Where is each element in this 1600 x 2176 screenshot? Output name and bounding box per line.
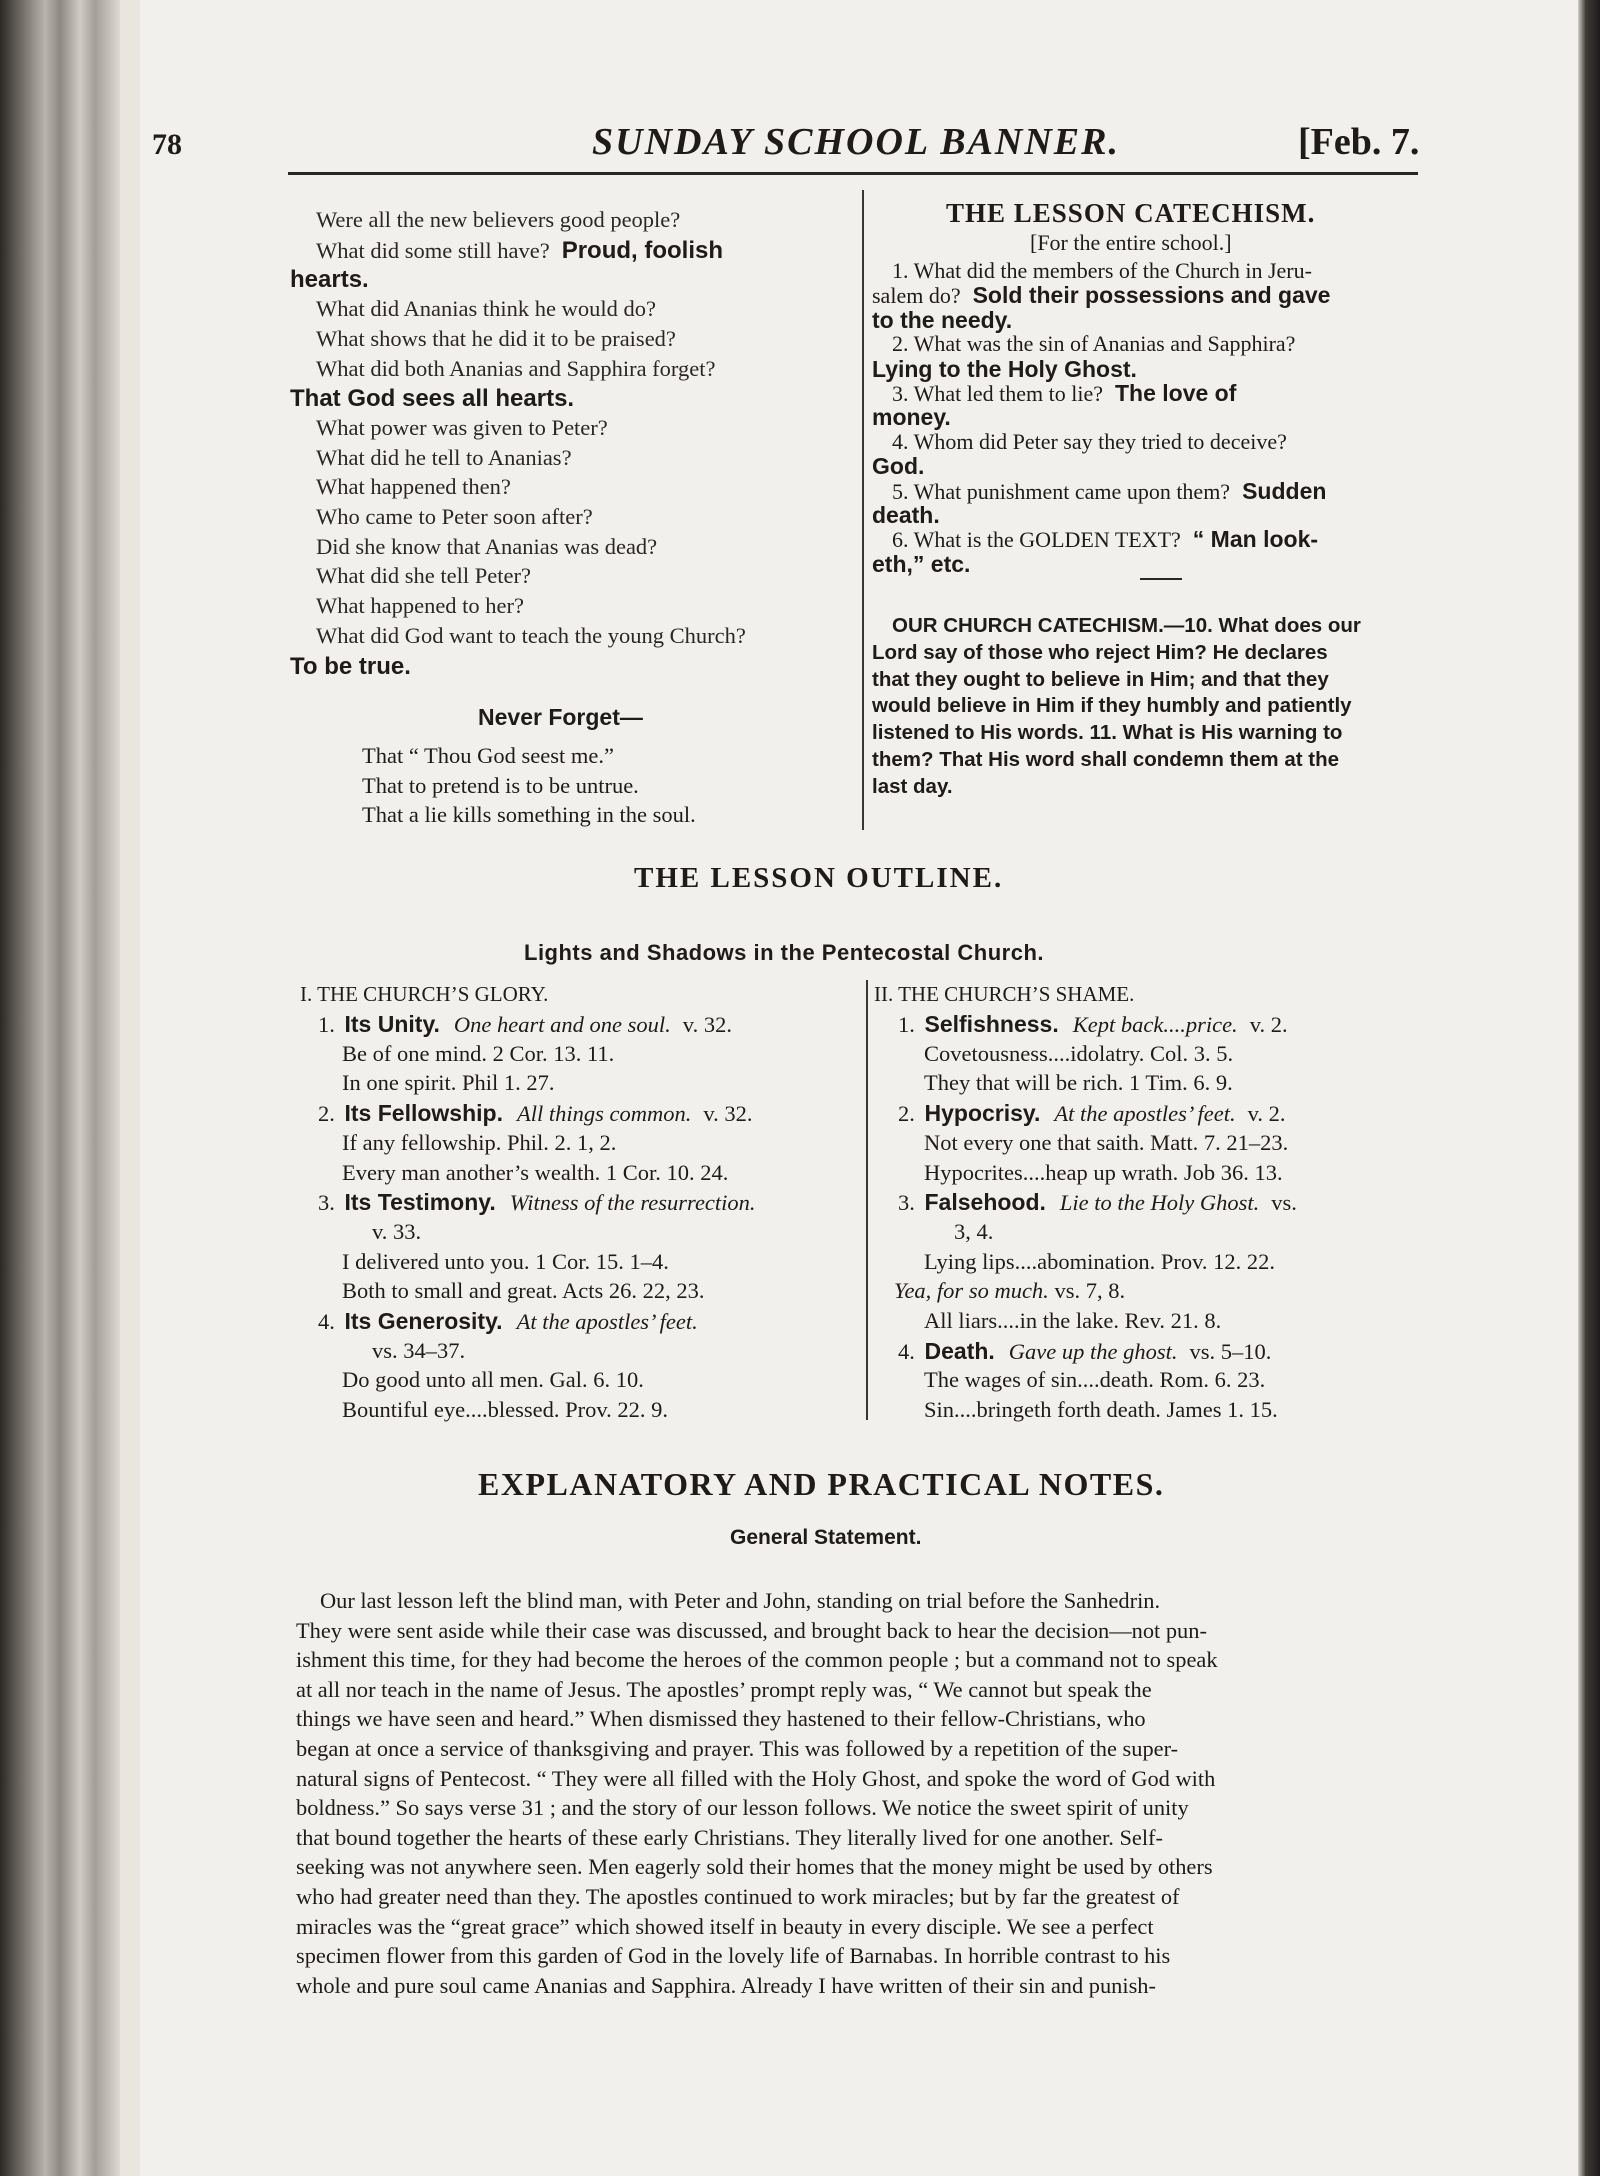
question-text: What happened then? bbox=[316, 474, 511, 500]
outline-reference: If any fellowship. Phil. 2. 1, 2. bbox=[342, 1129, 617, 1155]
outline-reference: Covetousness....idolatry. Col. 3. 5. bbox=[924, 1040, 1234, 1066]
catechism-question: 2. What was the sin of Ananias and Sapphira? bbox=[892, 331, 1296, 357]
never-forget-line: That to pretend is to be untrue. bbox=[362, 772, 639, 798]
outline-line bbox=[924, 1367, 1265, 1393]
question-line bbox=[316, 207, 680, 233]
outline-line bbox=[954, 1219, 993, 1245]
outline-number: 3. bbox=[898, 1190, 921, 1216]
issue-date: [Feb. 7. bbox=[1298, 121, 1420, 163]
outline-number: 3. bbox=[318, 1190, 341, 1216]
outline-line bbox=[924, 1070, 1233, 1096]
outline-quote: Gave up the ghost. bbox=[1008, 1338, 1178, 1364]
notes-line: things we have seen and heard.” When dismissed they hastened to their fellow-Christians, who bbox=[296, 1706, 1146, 1732]
catechism-title: THE LESSON CATECHISM. bbox=[946, 198, 1316, 228]
outline-line bbox=[342, 1070, 555, 1096]
answer-text: That God sees all hearts. bbox=[290, 385, 575, 413]
catechism-question: 6. What is the GOLDEN TEXT? bbox=[892, 527, 1181, 553]
outline-verse: vs. 5–10. bbox=[1189, 1338, 1272, 1364]
outline-line bbox=[342, 1160, 728, 1186]
outline-quote: At the apostles’ feet. bbox=[516, 1309, 698, 1334]
catechism-line bbox=[872, 282, 1330, 309]
church-catechism-line: last day. bbox=[872, 774, 953, 798]
catechism-question: 1. What did the members of the Church in Jeru- bbox=[892, 258, 1312, 283]
outline-quote: One heart and one soul. bbox=[453, 1012, 671, 1037]
outline-line bbox=[372, 1219, 421, 1245]
answer-text: hearts. bbox=[290, 266, 369, 294]
outline-line bbox=[342, 1249, 669, 1275]
catechism-line bbox=[892, 331, 1295, 357]
outline-point: Its Fellowship. bbox=[344, 1100, 503, 1127]
catechism-line bbox=[872, 404, 951, 431]
catechism-subtitle: [For the entire school.] bbox=[1030, 230, 1232, 255]
running-title: SUNDAY SCHOOL BANNER. bbox=[592, 121, 1121, 163]
notes-line: who had greater need than they. The apostles continued to work miracles; but by far the greatest of bbox=[296, 1884, 1180, 1909]
question-line bbox=[290, 266, 369, 294]
never-forget-line: That a lie kills something in the soul. bbox=[362, 802, 696, 827]
question-line bbox=[316, 563, 531, 589]
outline-reference: In one spirit. Phil 1. 27. bbox=[342, 1070, 555, 1096]
outline-reference: I delivered unto you. 1 Cor. 15. 1–4. bbox=[342, 1248, 669, 1274]
page-number: 78 bbox=[152, 128, 182, 161]
question-text: What did Ananias think he would do? bbox=[316, 296, 656, 322]
outline-quote: Witness of the resurrection. bbox=[509, 1190, 756, 1216]
outline-title: THE LESSON OUTLINE. bbox=[634, 862, 1004, 894]
question-text: What did she tell Peter? bbox=[316, 563, 531, 589]
notes-line: whole and pure soul came Ananias and Sapphira. Already I have written of their sin and punish- bbox=[296, 1972, 1156, 1998]
catechism-question: 3. What led them to lie? bbox=[892, 381, 1103, 406]
catechism-answer: Sudden bbox=[1242, 477, 1327, 504]
question-text: What did he tell to Ananias? bbox=[316, 444, 572, 470]
answer-text: Proud, foolish bbox=[561, 236, 724, 264]
catechism-question: salem do? bbox=[872, 283, 961, 309]
outline-line bbox=[898, 1338, 1271, 1365]
outline-number: 4. bbox=[318, 1309, 341, 1334]
outline-subtitle: Lights and Shadows in the Pentecostal Church. bbox=[524, 940, 1045, 965]
question-text: What happened to her? bbox=[316, 593, 525, 619]
notes-line: boldness.” So says verse 31 ; and the story of our lesson follows. We notice the sweet spirit of unity bbox=[296, 1795, 1189, 1821]
notes-line: at all nor teach in the name of Jesus. The apostles’ prompt reply was, “ We cannot but speak the bbox=[296, 1676, 1152, 1702]
outline-line bbox=[342, 1397, 668, 1423]
outline-reference: Bountiful eye....blessed. Prov. 22. 9. bbox=[342, 1397, 669, 1423]
header-rule bbox=[288, 172, 1418, 175]
outline-point: Falsehood. bbox=[924, 1189, 1046, 1216]
outline-line bbox=[318, 1011, 732, 1038]
never-forget-title: Never Forget— bbox=[478, 704, 643, 730]
answer-text: To be true. bbox=[290, 652, 411, 680]
never-forget-line: That “ Thou God seest me.” bbox=[362, 743, 615, 768]
outline-line bbox=[372, 1338, 465, 1364]
outline-reference: Not every one that saith. Matt. 7. 21–23. bbox=[924, 1129, 1289, 1155]
notes-title: EXPLANATORY AND PRACTICAL NOTES. bbox=[478, 1466, 1165, 1502]
question-line bbox=[290, 653, 411, 681]
catechism-answer: money. bbox=[872, 404, 951, 431]
outline-quote: Lie to the Holy Ghost. bbox=[1059, 1190, 1260, 1216]
outline-line bbox=[924, 1160, 1283, 1186]
notes-subtitle: General Statement. bbox=[730, 1526, 922, 1549]
question-text: What power was given to Peter? bbox=[316, 414, 608, 440]
catechism-answer: to the needy. bbox=[872, 306, 1013, 333]
church-catechism-line: that they ought to believe in Him; and that they bbox=[872, 667, 1329, 691]
outline-verse: vs. bbox=[1271, 1190, 1297, 1216]
notes-line: specimen flower from this garden of God in the lovely life of Barnabas. In horrible contrast to his bbox=[296, 1943, 1171, 1969]
outline-verse: v. 32. bbox=[703, 1101, 753, 1127]
question-line bbox=[316, 474, 511, 500]
catechism-question: 4. Whom did Peter say they tried to deceive? bbox=[892, 428, 1287, 454]
outline-quote: Yea, for so much. bbox=[894, 1278, 1049, 1304]
outline-quote: All things common. bbox=[516, 1101, 692, 1127]
outline-reference: Do good unto all men. Gal. 6. 10. bbox=[342, 1367, 644, 1393]
church-catechism-line: OUR CHURCH CATECHISM.—10. What does our bbox=[892, 614, 1361, 637]
notes-line: that bound together the hearts of these early Christians. They literally lived for one another. Self- bbox=[296, 1824, 1163, 1850]
question-text: Who came to Peter soon after? bbox=[316, 504, 593, 529]
catechism-answer: God. bbox=[872, 453, 925, 480]
outline-line bbox=[898, 1189, 1297, 1216]
catechism-line bbox=[872, 453, 924, 480]
outline-line bbox=[924, 1041, 1233, 1067]
catechism-line bbox=[892, 526, 1318, 553]
outline-reference: Hypocrites....heap up wrath. Job 36. 13. bbox=[924, 1159, 1283, 1185]
notes-line: seeking was not anywhere seen. Men eagerly sold their homes that the money might be used by others bbox=[296, 1854, 1213, 1880]
outline-number: 2. bbox=[898, 1101, 921, 1127]
outline-line bbox=[342, 1130, 616, 1156]
outline-number: 1. bbox=[898, 1012, 921, 1037]
outline-line bbox=[924, 1249, 1275, 1275]
church-catechism-line: listened to His words. 11. What is His warning to bbox=[872, 721, 1343, 745]
catechism-line bbox=[872, 356, 1137, 383]
notes-line: Our last lesson left the blind man, with Peter and John, standing on trial before the Sanhedrin. bbox=[320, 1588, 1161, 1613]
outline-point: Its Generosity. bbox=[344, 1308, 503, 1334]
catechism-line bbox=[892, 258, 1312, 284]
outline-line bbox=[894, 1278, 1125, 1304]
outline-line bbox=[924, 1308, 1221, 1334]
outline-point: Its Testimony. bbox=[344, 1189, 496, 1216]
shame-heading: II. THE CHURCH’S SHAME. bbox=[874, 982, 1135, 1006]
outline-line bbox=[898, 1011, 1288, 1038]
glory-heading: I. THE CHURCH’S GLORY. bbox=[300, 982, 549, 1006]
outline-reference: vs. 34–37. bbox=[372, 1337, 466, 1363]
catechism-answer: death. bbox=[872, 502, 940, 528]
outline-reference: v. 33. bbox=[372, 1218, 422, 1244]
question-line bbox=[316, 326, 676, 352]
notes-line: They were sent aside while their case was discussed, and brought back to hear the decision—not pun- bbox=[296, 1617, 1207, 1643]
catechism-line bbox=[872, 307, 1012, 334]
outline-line bbox=[318, 1100, 753, 1127]
outline-reference: The wages of sin....death. Rom. 6. 23. bbox=[924, 1367, 1266, 1393]
notes-line: ishment this time, for they had become the heroes of the common people ; but a command not to speak bbox=[296, 1647, 1218, 1673]
book-binding bbox=[0, 0, 120, 2176]
catechism-line bbox=[892, 429, 1287, 455]
outline-number: 2. bbox=[318, 1101, 341, 1127]
church-catechism-line: them? That His word shall condemn them at the bbox=[872, 748, 1339, 771]
catechism-answer: “ Man look- bbox=[1192, 526, 1319, 553]
outline-reference: They that will be rich. 1 Tim. 6. 9. bbox=[924, 1070, 1233, 1096]
outline-quote: Kept back....price. bbox=[1072, 1012, 1238, 1037]
outline-reference: Sin....bringeth forth death. James 1. 15. bbox=[924, 1397, 1278, 1423]
catechism-line bbox=[872, 502, 940, 529]
outline-number: 4. bbox=[898, 1338, 921, 1364]
church-catechism-line: would believe in Him if they humbly and patiently bbox=[872, 694, 1352, 718]
question-line bbox=[316, 593, 524, 619]
catechism-answer: Sold their possessions and gave bbox=[972, 282, 1331, 309]
catechism-line bbox=[872, 551, 970, 578]
question-line bbox=[316, 504, 593, 530]
question-line bbox=[316, 445, 572, 471]
outline-point: Its Unity. bbox=[344, 1011, 440, 1037]
question-line bbox=[290, 385, 574, 413]
question-text: Did she know that Ananias was dead? bbox=[316, 533, 658, 559]
outline-reference: Every man another’s wealth. 1 Cor. 10. 24. bbox=[342, 1159, 729, 1185]
question-line bbox=[316, 534, 657, 560]
outline-reference: Both to small and great. Acts 26. 22, 23. bbox=[342, 1278, 705, 1304]
outline-number: 1. bbox=[318, 1012, 341, 1037]
question-text: What shows that he did it to be praised? bbox=[316, 325, 676, 351]
outline-line bbox=[318, 1189, 756, 1216]
outline-line bbox=[342, 1367, 644, 1393]
outline-line bbox=[342, 1278, 704, 1304]
outline-reference: vs. 7, 8. bbox=[1048, 1278, 1126, 1304]
question-line bbox=[316, 237, 723, 265]
question-text: What did some still have? bbox=[316, 237, 550, 263]
outline-verse: v. 2. bbox=[1249, 1012, 1288, 1037]
outline-line bbox=[924, 1397, 1278, 1423]
outline-verse: v. 2. bbox=[1247, 1101, 1286, 1127]
question-line bbox=[316, 356, 716, 382]
outline-reference: All liars....in the lake. Rev. 21. 8. bbox=[924, 1308, 1222, 1333]
column-divider bbox=[862, 190, 864, 830]
catechism-line bbox=[892, 380, 1236, 407]
outline-reference: Be of one mind. 2 Cor. 13. 11. bbox=[342, 1040, 615, 1066]
outline-point: Selfishness. bbox=[924, 1011, 1059, 1037]
question-line bbox=[316, 623, 746, 649]
question-line bbox=[316, 296, 656, 322]
outline-point: Hypocrisy. bbox=[924, 1100, 1041, 1127]
question-text: Were all the new believers good people? bbox=[316, 207, 681, 232]
page-edge bbox=[1578, 0, 1600, 2176]
church-catechism-line: Lord say of those who reject Him? He declares bbox=[872, 640, 1328, 664]
outline-column-divider bbox=[866, 980, 868, 1420]
outline-reference: 3, 4. bbox=[954, 1218, 994, 1244]
outline-line bbox=[318, 1308, 698, 1335]
outline-quote: At the apostles’ feet. bbox=[1054, 1101, 1236, 1127]
question-text: What did both Ananias and Sapphira forget? bbox=[316, 355, 716, 381]
outline-line bbox=[924, 1130, 1288, 1156]
outline-line bbox=[342, 1041, 614, 1067]
catechism-answer: The love of bbox=[1114, 380, 1237, 406]
notes-line: natural signs of Pentecost. “ They were all filled with the Holy Ghost, and spoke the word of God with bbox=[296, 1765, 1216, 1791]
catechism-answer: eth,” etc. bbox=[872, 550, 971, 577]
question-text: What did God want to teach the young Church? bbox=[316, 622, 746, 648]
catechism-line bbox=[892, 478, 1326, 505]
catechism-question: 5. What punishment came upon them? bbox=[892, 478, 1231, 504]
catechism-divider bbox=[1140, 578, 1182, 580]
outline-point: Death. bbox=[924, 1337, 995, 1364]
question-line bbox=[316, 415, 608, 441]
catechism-answer: Lying to the Holy Ghost. bbox=[872, 355, 1137, 382]
outline-verse: v. 32. bbox=[682, 1012, 732, 1037]
outline-reference: Lying lips....abomination. Prov. 12. 22. bbox=[924, 1248, 1276, 1274]
notes-line: began at once a service of thanksgiving and prayer. This was followed by a repetition of the super- bbox=[296, 1736, 1179, 1761]
outline-line bbox=[898, 1100, 1286, 1127]
notes-line: miracles was the “great grace” which showed itself in beauty in every disciple. We see a perfect bbox=[296, 1913, 1154, 1939]
